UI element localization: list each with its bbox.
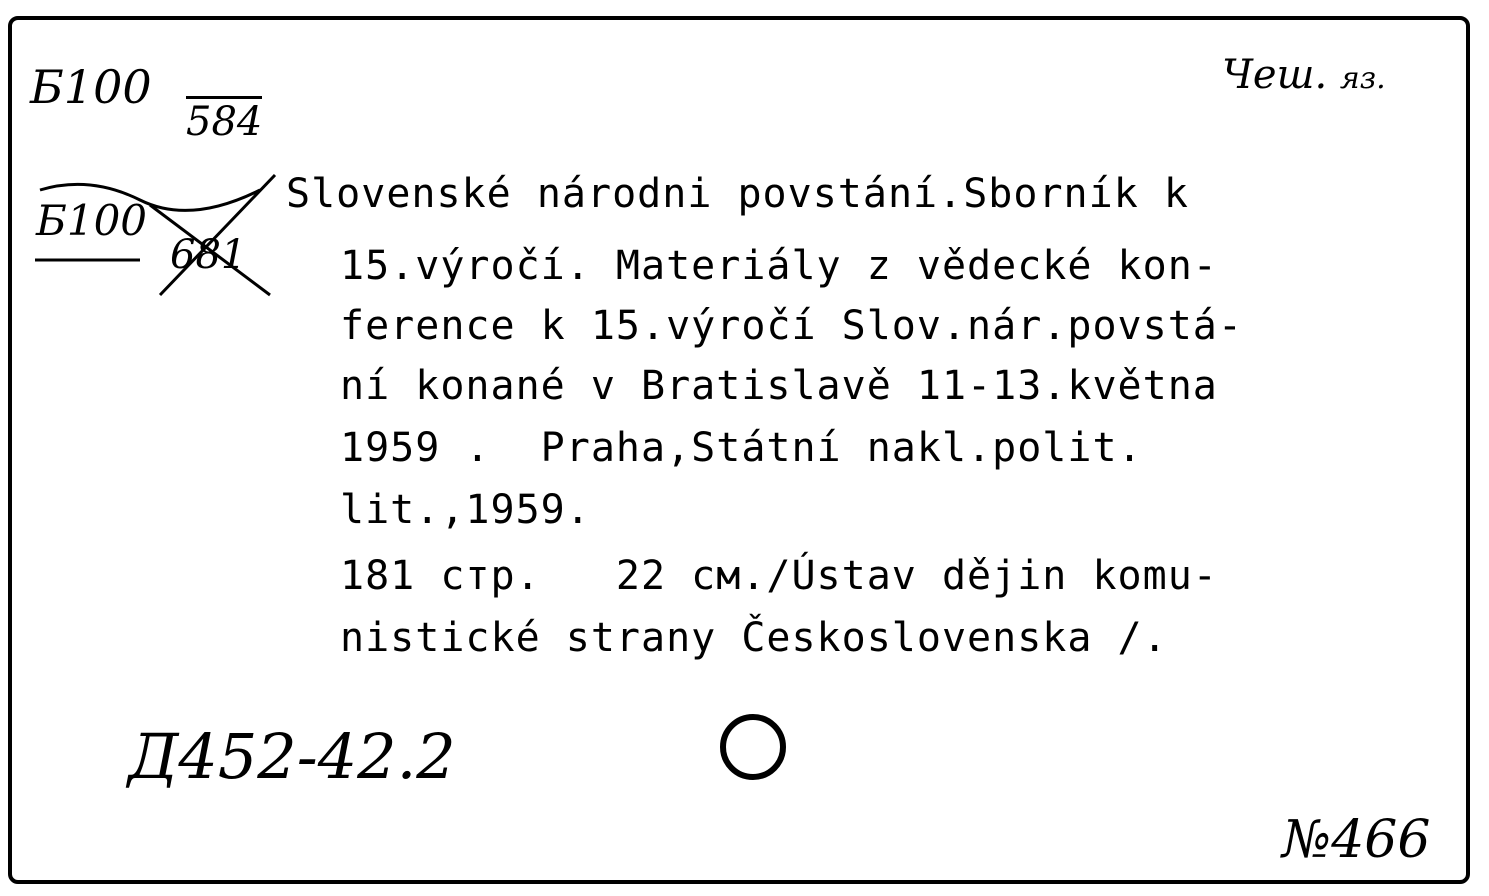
text-line-1: Slovenské národni povstání.Sborník k [286,171,1189,217]
text-line-5: 1959 . Praha,Státní nakl.polit. [340,425,1143,471]
language-mark-main: Чеш. [1222,52,1328,98]
text-line-4: ní konané v Bratislavě 11-13.května [340,363,1218,409]
text-line-6: lit.,1959. [340,487,591,533]
language-mark [1222,52,1386,98]
inventory-number: №466 [1282,810,1431,870]
text-line-3: ference k 15.výročí Slov.nár.povstá- [340,303,1243,349]
text-line-7: 181 стр. 22 см./Ústav dějin komu- [340,553,1218,599]
handwritten-code: Д452-42.2 [128,720,456,793]
language-mark-small: яз. [1339,61,1386,96]
call-number-denominator: 584 [186,96,262,145]
punch-hole-circle [718,712,788,782]
call-number-top: Б100 [30,60,152,114]
text-line-2: 15.výročí. Materiály z vědecké kon- [340,243,1218,289]
strike-through-mark [30,170,280,300]
struck-call-number: Б100 [36,196,148,245]
struck-call-denominator: 681 [170,232,247,278]
text-line-8: nistické strany Československa /. [340,615,1168,661]
